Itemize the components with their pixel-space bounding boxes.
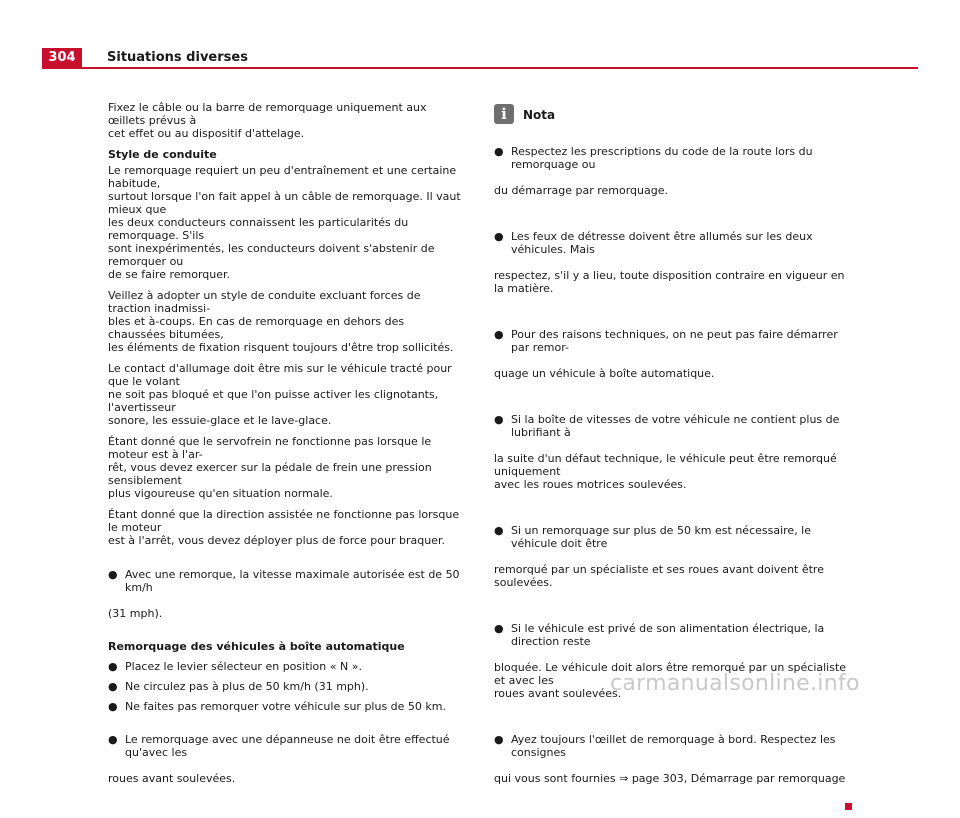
paragraph: Le remorquage requiert un peu d'entraînement et une certaine habitude, surtout lorsque l'on fait appel à un câble de remorquage. Il vaut mieux que les deux conducteurs connaissent les particularités du remorquage. S'ils sont inexpérimentés, les conducteurs doivent s'abstenir de remorquer ou de se faire remorquer.: [108, 164, 461, 281]
note-item: ● Si le véhicule est privé de son alimentation électrique, la direction reste bloquée. Le véhicule doit alors être remorqué par un spécialiste et avec les roues avant soulevées.: [494, 622, 847, 700]
note-header: [494, 104, 850, 128]
list-item: ● Ne circulez pas à plus de 50 km/h (31 mph).: [108, 680, 369, 693]
info-icon: i: [494, 104, 514, 124]
bullet-icon: ●: [108, 680, 118, 693]
bullet-icon: ●: [494, 524, 504, 537]
left-column: [108, 101, 464, 805]
paragraph: Veillez à adopter un style de conduite excluant forces de traction inadmissi- bles et à-coups. En cas de remorquage en dehors des chaussées bitumées, les éléments de fixation risquent toujours d'être trop sollicités.: [108, 289, 454, 354]
note-item: ● Pour des raisons techniques, on ne peut pas faire démarrer par remor- quage un véhicule à boîte automatique.: [494, 328, 838, 380]
bullet-icon: ●: [494, 413, 504, 426]
note-item: ● Les feux de détresse doivent être allumés sur les deux véhicules. Mais respectez, s'il y a lieu, toute disposition contraire en vigueur en la matière.: [494, 230, 845, 295]
note-box: [494, 104, 850, 818]
bullet-icon: ●: [108, 568, 118, 581]
list-item: ● Ne faites pas remorquer votre véhicule sur plus de 50 km.: [108, 700, 447, 713]
paragraph: Le contact d'allumage doit être mis sur le véhicule tracté pour que le volant ne soit pas bloqué et que l'on puisse activer les clignotants, l'avertisseur sonore, les essuie-glace et le lave-glace.: [108, 362, 452, 427]
bullet-icon: ●: [494, 622, 504, 635]
bullet-icon: ●: [108, 733, 118, 746]
bullet-icon: ●: [108, 660, 118, 673]
intro-paragraph: Fixez le câble ou la barre de remorquage uniquement aux œillets prévus à cet effet ou au dispositif d'attelage.: [108, 101, 427, 140]
note-item: ● Si un remorquage sur plus de 50 km est nécessaire, le véhicule doit être remorqué par un spécialiste et ses roues avant doivent être soulevées.: [494, 524, 824, 589]
automatic-heading: Remorquage des véhicules à boîte automatique: [108, 640, 405, 653]
list-item: ● Le remorquage avec une dépanneuse ne doit être effectué qu'avec les roues avant soulevées.: [108, 733, 450, 785]
bullet-icon: ●: [494, 145, 504, 158]
bullet-icon: ●: [108, 700, 118, 713]
note-item: ● Ayez toujours l'œillet de remorquage à bord. Respectez les consignes qui vous sont fournies ⇒ page 303, Démarrage par remorquage: [494, 720, 850, 811]
bullet-icon: ●: [494, 230, 504, 243]
end-of-section-icon: [845, 803, 852, 810]
page-reference: qui vous sont fournies ⇒ page 303, Démarrage par remorquage: [494, 772, 846, 785]
bullet-icon: ●: [494, 733, 504, 746]
section-title: Situations diverses: [107, 50, 248, 65]
note-item: ● Si la boîte de vitesses de votre véhicule ne contient plus de lubrifiant à la suite d'un défaut technique, le véhicule peut être remorqué uniquement avec les roues motrices soulevées.: [494, 413, 840, 491]
list-item: ● Placez le levier sélecteur en position « N ».: [108, 660, 362, 673]
watermark-text: carmanualsonline.info: [610, 671, 860, 696]
paragraph: Étant donné que le servofrein ne fonctionne pas lorsque le moteur est à l'ar- rêt, vous devez exercer sur la pédale de frein une pression sensiblement plus vigoureuse qu'en situation normale.: [108, 435, 432, 500]
list-item: ● Avec une remorque, la vitesse maximale autorisée est de 50 km/h (31 mph).: [108, 568, 460, 620]
driving-style-heading: Style de conduite: [108, 148, 217, 161]
page-header: [0, 0, 960, 70]
bullet-icon: ●: [494, 328, 504, 341]
note-title: Nota: [523, 108, 556, 122]
header-rule: [42, 67, 918, 69]
page-number: 304: [42, 48, 82, 68]
paragraph: Étant donné que la direction assistée ne fonctionne pas lorsque le moteur est à l'arrêt, vous devez déployer plus de force pour braquer.: [108, 508, 460, 547]
note-item: ● Respectez les prescriptions du code de la route lors du remorquage ou du démarrage par remorquage.: [494, 145, 813, 197]
